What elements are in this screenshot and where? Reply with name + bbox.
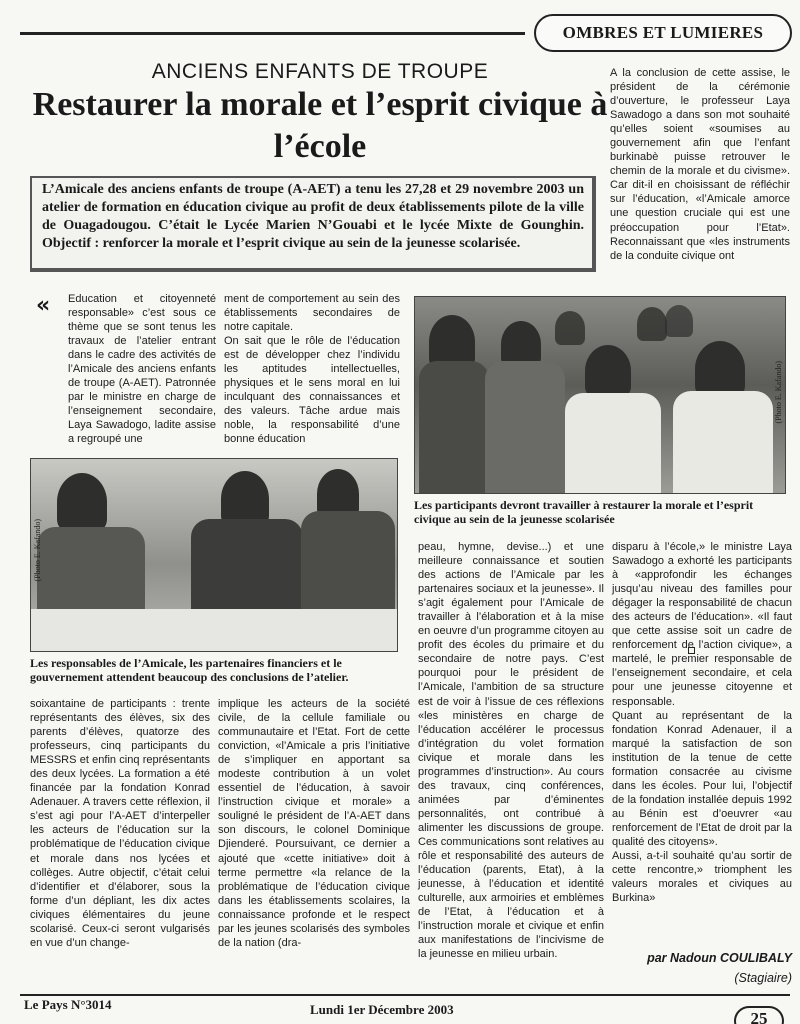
article-title: Restaurer la morale et l’esprit civique à l’école: [32, 86, 608, 165]
article-byline-role: (Stagiaire): [734, 971, 792, 985]
publication-date: Lundi 1er Décembre 2003: [310, 1002, 454, 1017]
article-column-right-top: A la conclusion de cette assise, le président de la cérémonie d’ouverture, le professeur Laya Sawadogo a dans son mot souhaité qu’elles soient «soumises au gouvernement afin que l’enfant burkinabè puisse retrouver le chemin de la morale et du civisme». Car dit-il en choisissant de réfléchir sur l’éducation, «l’Amicale amorce une question cruciale qui est une préoccupation pour l’Etat». Reconnaissant que «les instruments de la conduite civique ont: [610, 67, 790, 262]
photo-caption: Les participants devront travailler à restaurer la morale et l’esprit civique au sein de la jeunesse scolarisée: [414, 498, 754, 526]
photo-figure: [565, 393, 661, 494]
article-column-4-bottom: disparu à l’école,» le ministre Laya Sawadogo a exhorté les participants à «approfondir les échanges jusqu’au niveau des familles pour dégager la responsabilité de chacun des acteurs de l’éducation». «Il faut que cette assise soit un cadre de renforcement de l’action civique», a martelé, le premier responsable de l’enseignement secondaire, et cela pour une jeunesse citoyenne et responsable. Quant au représentant de la fondation Konrad Adenauer, il a marqué la satisfaction de son institution de la tenue de cette formation consacrée au civisme dans les écoles. Pour lui, l’objectif de la fondation installée depuis 1992 au Bénin est d’oeuvrer «au renforcement de l’Etat de droit par la qualité des citoyens». Aussi, a-t-il souhaité qu’au sortir de cette rencontre,» triomphent les valeurs morales et civiques au Burkina»: [612, 541, 792, 905]
publication-issue: Le Pays N°3014: [24, 997, 112, 1012]
photo-figure: [673, 391, 773, 494]
photo-figure: [57, 473, 107, 531]
article-kicker: ANCIENS ENFANTS DE TROUPE: [151, 60, 489, 83]
photo-figure: [585, 345, 631, 397]
photo-figure: [485, 361, 565, 494]
article-byline: par Nadoun COULIBALY: [647, 951, 792, 965]
photo-officials: [30, 458, 398, 652]
photo-figure: [665, 305, 693, 337]
photo-figure: [695, 341, 745, 397]
photo-figure: [419, 361, 489, 494]
article-column-3-bottom: peau, hymne, devise...) et une meilleure connaissance et soutien des actions de l’Amicale par les partenaires sociaux et la jeunesse». Il s’agit également pour l’Amicale de travailler à l’élaboration et à la mise en oeuvre d’un programme citoyen au profit des écoles du primaire et du secondaire de notre pays. C’est pourquoi pour le président de l’Amicale, l’ambition de sa structure est de voir à l’issue de ces réflexions «les ministères en charge de l’éducation accélérer le processus d’intégration du volet formation civique et morale dans les programmes d’instruction». Au cours des travaux, cinq conférences, animées par d’éminentes personnalités, ont contribué à alimenter les discussions de groupe. Ces communications sont relatives au rôle et responsabilité des auteurs de l’éducation (parents, Etat), à la jeunesse, à l’éducation et identité culturelle, aux armoiries et emblèmes de l’Etat, à l’éducation et à l’instruction morale et civique et enfin aux manifestations de l’incivisme de la jeunesse en milieu urbain.: [418, 541, 604, 961]
article-column-2-bottom: implique les acteurs de la société civile, de la cellule familiale ou communautaire et l’Etat. Fort de cette conviction, «l’Amicale a pris l’initiative de s’impliquer en apportant sa modeste contribution à un volet essentiel de l’éducation, à savoir l’instruction civique et morale» a souligné le président de l’A-AET dans son discours, le colonel Dominique Djienderé. Poursuivant, ce dernier a ajouté que «cette initiative» doit à terme permettre «la relance de la problématique de l’éducation civique dans les établissements scolaires, la connaissance profonde et le respect par les jeunes scolarisés des symboles de la nation (dra-: [218, 698, 410, 949]
photo-credit: (Photo E. Kafando): [774, 361, 783, 424]
end-of-article-square-icon: [688, 647, 695, 654]
photo-figure: [555, 311, 585, 345]
opening-quote-mark: «: [36, 293, 51, 318]
photo-caption: Les responsables de l’Amicale, les partenaires financiers et le gouvernement attendent beaucoup des conclusions de l’atelier.: [30, 656, 349, 684]
photo-credit: (Photo E. Kafando): [33, 519, 42, 582]
photo-table: [31, 609, 398, 652]
header-rule: [20, 32, 525, 35]
article-column-1-bottom: soixantaine de participants : trente représentants des élèves, six des parents d’élèves, quatorze des professeurs, cinq participants du MESSRS et enfin cinq représentants des deux lycées. La formation a été financée par la fondation Konrad Adenauer. A travers cette réflexion, il s’est agi pour l’A-AET d’interpeller les acteurs de l’éducation sur la problématique de l’éducation civique et morale dans nos lycées et collèges. Autre objectif, c’était celui d’identifier et d’élaborer, sous la forme d’un dépliant, les dix actes civiques élémentaires du jeune scolarisé. Ceux-ci seront vulgarisés en vue d’un change-: [30, 698, 210, 949]
article-column-2-top: ment de comportement au sein des établissements secondaires de notre capitale. On sait que le rôle de l’éducation est de développer chez l’individu les aptitudes intellectuelles, physiques et le sens moral en lui inculquant des connaissances et des valeurs. Tâche ardue mais noble, la responsabilité d’une bonne éducation: [224, 293, 400, 446]
article-lead: L’Amicale des anciens enfants de troupe (A-AET) a tenu les 27,28 et 29 novembre 2003 un atelier de formation en éducation civique au profit de deux établissements pilote de la ville de Ouagadougou. C’était le Lycée Marien N’Gouabi et le lycée Mixte de Gounghin. Objectif : renforcer la morale et l’esprit civique au sein de la jeunesse scolarisée.: [30, 176, 596, 272]
article-column-1-top: Education et citoyenneté responsable» c’est sous ce thème que se sont tenus les travaux de l’atelier entrant dans le cadre des activités de l’Amicale des anciens enfants de troupe (A-AET). Patronnée par le ministre en charge de l’enseignement secondaire, Laya Sawadogo, ladite assise a regroupé une: [68, 293, 216, 446]
page-number: 25: [734, 1006, 784, 1024]
photo-figure: [637, 307, 667, 341]
footer-rule: [20, 994, 790, 996]
section-rubric: OMBRES ET LUMIERES: [534, 14, 792, 52]
photo-participants: [414, 296, 786, 494]
